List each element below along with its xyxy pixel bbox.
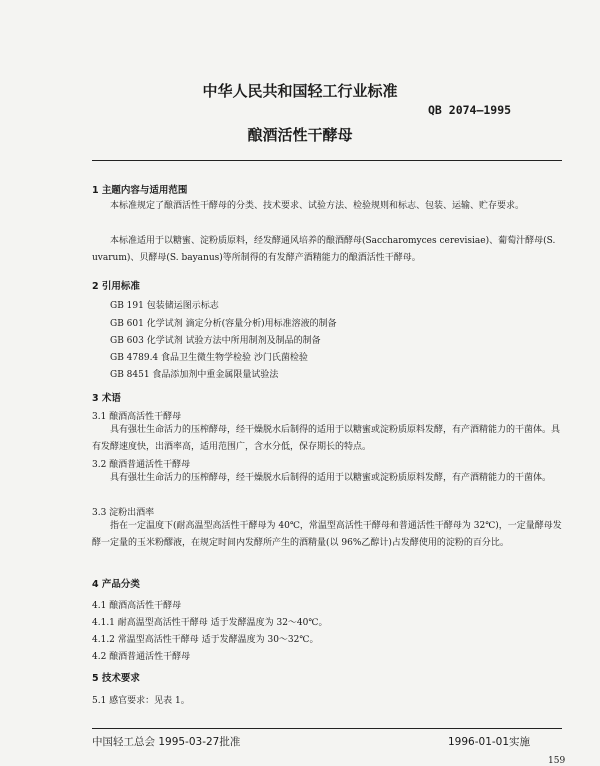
reference-item: GB 4789.4 食品卫生微生物学检验 沙门氏菌检验 xyxy=(110,353,308,363)
term-3-2-heading: 3.2 酿酒普通活性干酵母 xyxy=(92,460,191,470)
section-1-heading: 1 主题内容与适用范围 xyxy=(92,185,188,196)
header-rule xyxy=(92,160,562,161)
classification-item: 4.1.2 常温型高活性干酵母 适于发酵温度为 30～32℃。 xyxy=(92,635,319,645)
section-4-heading: 4 产品分类 xyxy=(92,579,140,590)
reference-item: GB 191 包装储运图示标志 xyxy=(110,301,219,311)
classification-item: 4.2 酿酒普通活性干酵母 xyxy=(92,652,191,662)
term-3-3-body: 指在一定温度下(耐高温型高活性干酵母为 40℃，常温型高活性干酵母和普通活性干酵母为 32℃)，一定量酵母发酵一定量的玉米粉醪液，在规定时间内发酵所产生的酒精量(以 96%乙醇计)占发酵使用的淀粉的百分比。 xyxy=(92,521,562,548)
classification-item: 4.1.1 耐高温型高活性干酵母 适于发酵温度为 32～40℃。 xyxy=(92,618,328,628)
term-3-3-heading: 3.3 淀粉出酒率 xyxy=(92,508,155,518)
term-3-1-body: 具有强壮生命活力的压榨酵母，经干燥脱水后制得的适用于以糖蜜或淀粉质原料发酵，有产酒精能力的干菌体。具有发酵速度快，出酒率高，适用范围广，含水分低，保存期长的特点。 xyxy=(92,425,561,452)
requirement-item: 5.1 感官要求：见表 1。 xyxy=(92,696,190,706)
term-3-1-heading: 3.1 酿酒高活性干酵母 xyxy=(92,412,182,422)
section-1-paragraph-2: 本标准适用于以糖蜜、淀粉质原料，经发酵通风培养的酿酒酵母(Saccharomyces cerevisiae)、葡萄汁酵母(S. uvarum)、贝酵母(S. bayanus)等所制得的有发酵产酒精能力的酿酒活性干酵母。 xyxy=(92,236,556,263)
section-5-heading: 5 技术要求 xyxy=(92,673,140,684)
section-2-heading: 2 引用标准 xyxy=(92,281,140,292)
section-1-paragraph-1: 本标准规定了酿酒活性干酵母的分类、技术要求、试验方法、检验规则和标志、包装、运输、贮存要求。 xyxy=(110,201,525,211)
approval-date: 中国轻工总会 1995-03-27批准 xyxy=(92,736,241,748)
effective-date: 1996-01-01实施 xyxy=(448,736,531,748)
reference-item: GB 8451 食品添加剂中重金属限量试验法 xyxy=(110,370,279,380)
section-3-heading: 3 术语 xyxy=(92,393,121,404)
reference-item: GB 601 化学试剂 滴定分析(容量分析)用标准溶液的制备 xyxy=(110,319,337,329)
reference-item: GB 603 化学试剂 试验方法中所用制剂及制品的制备 xyxy=(110,336,321,346)
page-number: 159 xyxy=(548,756,566,766)
standard-name: 中华人民共和国轻工行业标准 xyxy=(202,82,398,100)
standard-code: QB 2074—1995 xyxy=(428,103,512,117)
term-3-2-body: 具有强壮生命活力的压榨酵母，经干燥脱水后制得的适用于以糖蜜或淀粉质原料发酵，有产酒精能力的干菌体。 xyxy=(110,473,552,483)
classification-item: 4.1 酿酒高活性干酵母 xyxy=(92,601,182,611)
document-title: 酿酒活性干酵母 xyxy=(247,126,353,144)
footer-rule xyxy=(92,728,562,729)
